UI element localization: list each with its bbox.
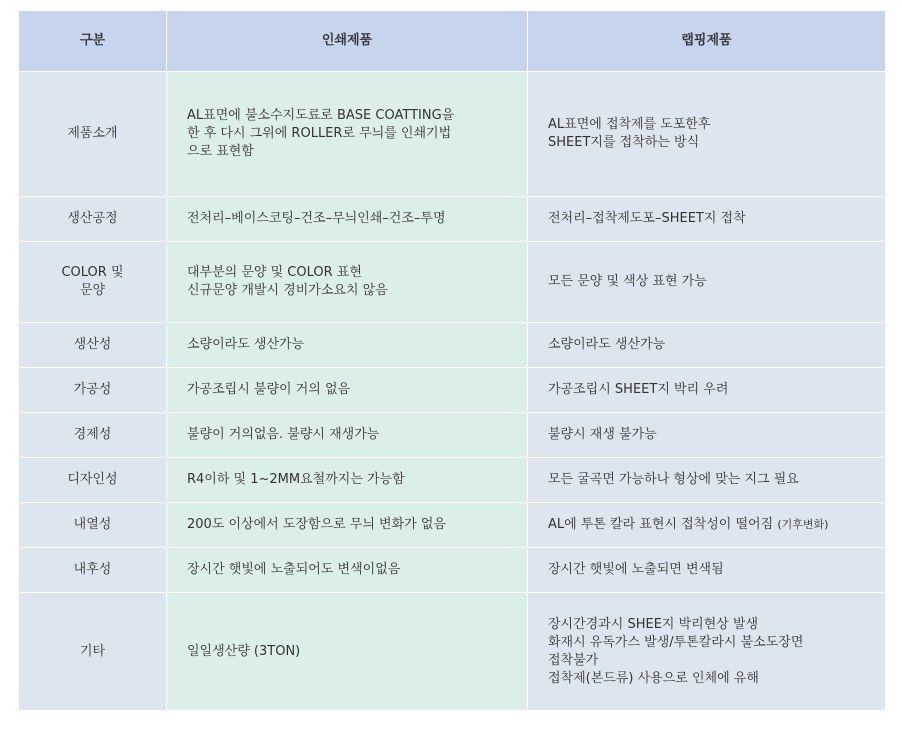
wrap-product-cell	[528, 503, 886, 548]
wrap-product-cell	[528, 458, 886, 503]
wrap-product-cell	[528, 197, 886, 242]
table-row	[19, 242, 886, 323]
row-label-line: 내후성	[73, 562, 112, 577]
print-product-cell	[167, 593, 528, 711]
row-label-line: 생산성	[73, 337, 112, 352]
row-label-line: 내열성	[73, 517, 112, 532]
table-row	[19, 413, 886, 458]
wrap-product-line	[548, 471, 865, 489]
wrap-product-line	[548, 616, 865, 634]
header-row	[19, 11, 886, 72]
print-product-line: 일일생산량 (3TON)	[187, 643, 301, 659]
row-label-line: 생산공정	[67, 211, 118, 226]
print-product-cell	[167, 368, 528, 413]
header-category: 구분	[19, 11, 167, 72]
wrap-product-text: AL표면에 접착제를 도포한후	[548, 117, 711, 132]
wrap-product-line	[548, 273, 865, 291]
wrap-product-text: 불량시 재생 불가능	[548, 427, 657, 442]
print-product-cell	[167, 72, 528, 197]
print-product-line: 200도 이상에서 도장함으로 무늬 변화가 없음	[187, 517, 446, 532]
row-label	[19, 323, 167, 368]
wrap-product-note: (기후변화)	[777, 518, 829, 531]
comparison-table	[18, 10, 886, 711]
wrap-product-cell	[528, 593, 886, 711]
table-row	[19, 368, 886, 413]
row-label-line: COLOR 및	[61, 265, 124, 280]
row-label-line: 문양	[79, 283, 106, 298]
print-product-line: 대부분의 문양 및 COLOR 표현	[187, 265, 362, 280]
wrap-product-line	[548, 670, 865, 688]
print-product-cell	[167, 242, 528, 323]
row-label	[19, 368, 167, 413]
wrap-product-cell	[528, 413, 886, 458]
print-product-cell	[167, 413, 528, 458]
wrap-product-line	[548, 516, 865, 534]
wrap-product-text: 화재시 유독가스 발생/투톤칼라시 불소도장면	[548, 634, 804, 650]
header-print-product: 인쇄제품	[167, 11, 528, 72]
wrap-product-text: 전처리–접착제도포–SHEET지 접착	[548, 211, 746, 226]
row-label-line: 가공성	[73, 382, 112, 397]
wrap-product-cell	[528, 72, 886, 197]
wrap-product-cell	[528, 323, 886, 368]
wrap-product-line	[548, 116, 865, 134]
print-product-line: 으로 표현함	[187, 144, 254, 159]
row-label	[19, 548, 167, 593]
print-product-line: 가공조립시 불량이 거의 없음	[187, 382, 351, 397]
wrap-product-line	[548, 652, 865, 670]
wrap-product-text: 접착제(본드류) 사용으로 인체에 유해	[548, 670, 759, 686]
wrap-product-line	[548, 134, 865, 152]
table-row	[19, 458, 886, 503]
print-product-line: 신규문양 개발시 경비가소요치 않음	[187, 283, 388, 298]
print-product-line: R4이하 및 1~2MM요철까지는 가능함	[187, 472, 405, 487]
table-row	[19, 503, 886, 548]
row-label-line: 기타	[79, 643, 106, 659]
wrap-product-text: SHEET지를 접착하는 방식	[548, 135, 700, 150]
table-row	[19, 323, 886, 368]
print-product-line: 불량이 거의없음. 불량시 재생가능	[187, 427, 380, 442]
print-product-line: AL표면에 불소수지도료로 BASE COATTING을	[187, 108, 455, 123]
wrap-product-text: 소량이라도 생산가능	[548, 337, 666, 352]
wrap-product-text: 장시간경과시 SHEE지 박리현상 발생	[548, 616, 759, 632]
wrap-product-line	[548, 336, 865, 354]
row-label-line: 경제성	[73, 427, 112, 442]
wrap-product-text: 모든 문양 및 색상 표현 가능	[548, 274, 707, 289]
wrap-product-text: 모든 굴곡면 가능하나 형상에 맞는 지그 필요	[548, 472, 799, 487]
wrap-product-text: 장시간 햇빛에 노출되면 변색됨	[548, 562, 724, 577]
print-product-cell	[167, 503, 528, 548]
print-product-line: 한 후 다시 그위에 ROLLER로 무늬를 인쇄기법	[187, 126, 452, 141]
wrap-product-text: AL에 투톤 칼라 표현시 접착성이 떨어짐	[548, 517, 774, 532]
table-row	[19, 548, 886, 593]
row-label	[19, 197, 167, 242]
row-label	[19, 458, 167, 503]
row-label-line: 디자인성	[67, 472, 118, 487]
wrap-product-line	[548, 634, 865, 652]
wrap-product-line	[548, 210, 865, 228]
print-product-line: 장시간 햇빛에 노출되어도 변색이없음	[187, 562, 401, 577]
wrap-product-text: 접착불가	[548, 652, 599, 668]
row-label	[19, 593, 167, 711]
print-product-line: 전처리–베이스코팅–건조–무늬인쇄–건조–투명	[187, 211, 446, 226]
row-label-line: 제품소개	[67, 126, 118, 141]
wrap-product-cell	[528, 242, 886, 323]
wrap-product-cell	[528, 368, 886, 413]
table-row	[19, 593, 886, 711]
print-product-cell	[167, 197, 528, 242]
print-product-cell	[167, 548, 528, 593]
wrap-product-line	[548, 381, 865, 399]
header-wrap-product: 랩핑제품	[528, 11, 886, 72]
row-label	[19, 413, 167, 458]
print-product-line: 소량이라도 생산가능	[187, 337, 305, 352]
wrap-product-text: 가공조립시 SHEET지 박리 우려	[548, 382, 729, 397]
table-row	[19, 72, 886, 197]
wrap-product-line	[548, 561, 865, 579]
print-product-cell	[167, 323, 528, 368]
print-product-cell	[167, 458, 528, 503]
table-row	[19, 197, 886, 242]
row-label	[19, 242, 167, 323]
row-label	[19, 72, 167, 197]
wrap-product-line	[548, 426, 865, 444]
row-label	[19, 503, 167, 548]
wrap-product-cell	[528, 548, 886, 593]
